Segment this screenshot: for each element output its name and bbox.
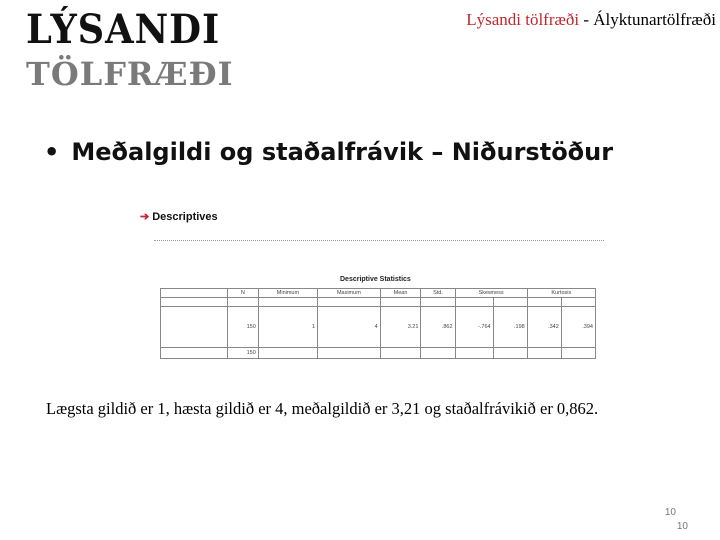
bullet-icon: • — [44, 138, 60, 166]
col-header-n: N — [228, 289, 259, 298]
spss-output-image — [140, 210, 610, 360]
spss-heading-label: Descriptives — [152, 211, 218, 223]
col-header-kurtosis: Kurtosis — [527, 289, 595, 298]
header-rest: Ályktunartölfræði — [593, 10, 716, 29]
arrow-right-icon: ➔ — [140, 211, 150, 223]
col-header-std: Std. — [421, 289, 455, 298]
row-label — [161, 307, 228, 348]
bullet-heading — [44, 138, 613, 166]
descriptive-statistics-table — [160, 288, 596, 359]
cell-kurt-se: .394 — [561, 307, 595, 348]
slide-header — [466, 10, 716, 30]
cell-kurt-stat: .342 — [527, 307, 561, 348]
row-label — [161, 348, 228, 359]
table-row — [161, 307, 596, 348]
spss-table-title: Descriptive Statistics — [340, 276, 411, 283]
cell-mean: 3.21 — [380, 307, 421, 348]
header-accent: Lýsandi tölfræði — [466, 10, 580, 29]
cell-n: 150 — [228, 307, 259, 348]
col-header-skewness: Skewness — [455, 289, 527, 298]
page-number: 10 — [664, 507, 676, 518]
cell-valid-n: 150 — [228, 348, 259, 359]
table-corner-cell — [161, 289, 228, 298]
spss-syntax-line — [154, 240, 604, 249]
table-subheader-row — [161, 298, 596, 307]
logo-subtitle: TÖLFRÆÐI — [26, 55, 234, 93]
table-row — [161, 348, 596, 359]
logo-title: LÝSANDI — [26, 6, 221, 53]
spss-heading — [140, 210, 218, 223]
col-header-max: Maximum — [318, 289, 381, 298]
bullet-text: Meðalgildi og staðalfrávik – Niðurstöður — [71, 138, 614, 166]
col-header-mean: Mean — [380, 289, 421, 298]
cell-skew-stat: -.764 — [455, 307, 493, 348]
result-text: Lægsta gildið er 1, hæsta gildið er 4, meðalgildið er 3,21 og staðalfrávikið er 0,862. — [46, 399, 599, 418]
cell-std: .862 — [421, 307, 455, 348]
cell-min: 1 — [258, 307, 317, 348]
cell-max: 4 — [318, 307, 381, 348]
col-header-min: Minimum — [258, 289, 317, 298]
page-number-secondary: 10 — [676, 521, 688, 532]
header-separator: - — [579, 10, 594, 29]
cell-skew-se: .198 — [493, 307, 527, 348]
table-header-row — [161, 289, 596, 298]
